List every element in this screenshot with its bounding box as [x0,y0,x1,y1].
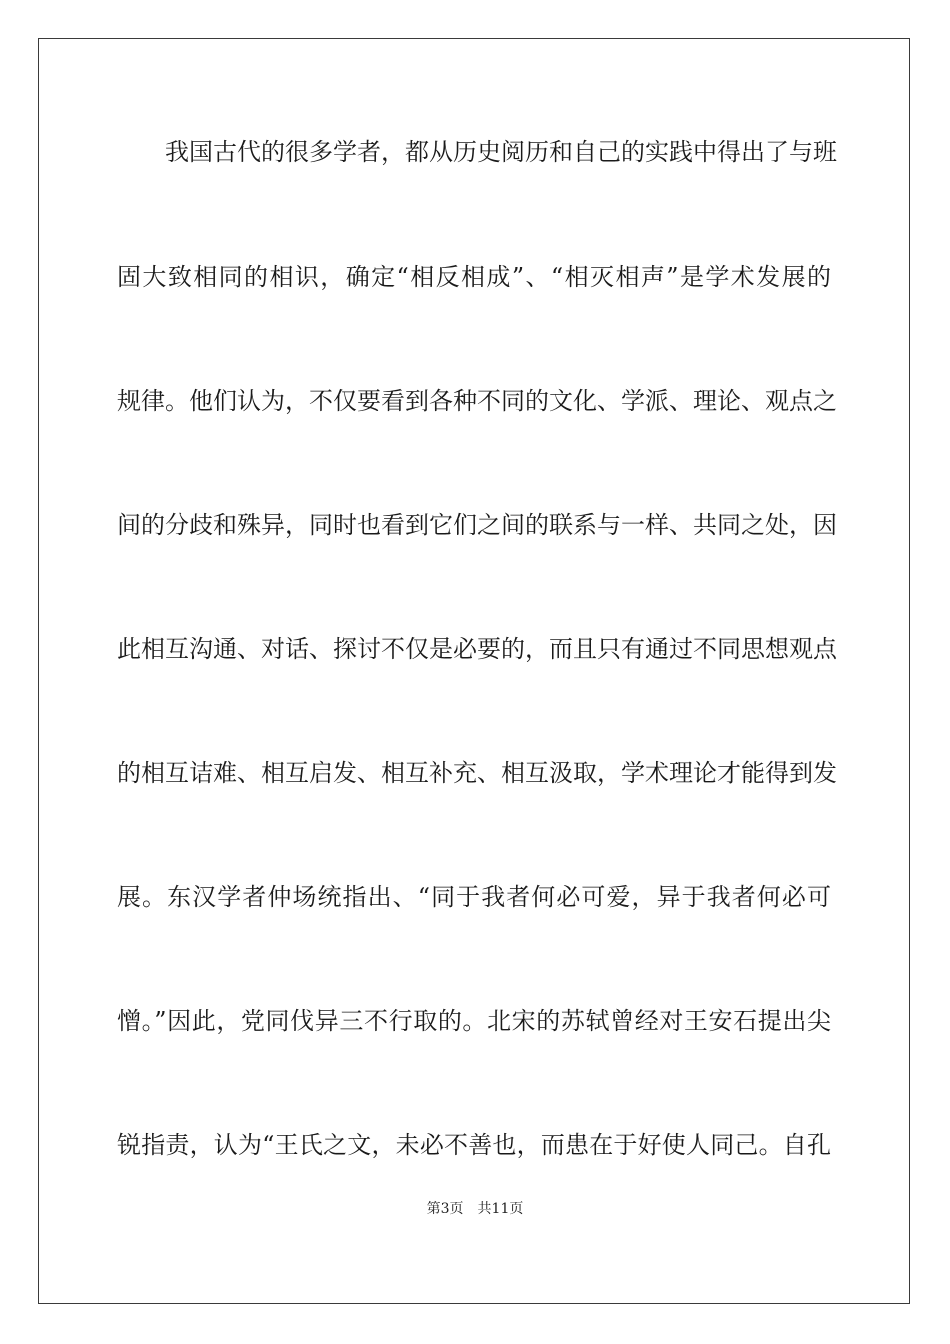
text-line-3: 规律。他们认为，不仅要看到各种不同的文化、学派、理论、观点之 [117,387,837,415]
page-frame [38,38,910,1304]
page-number: 第3页 [426,1201,464,1217]
text-line-6: 的相互诘难、相互启发、相互补充、相互汲取，学术理论才能得到发 [117,759,837,787]
total-pages: 共11页 [477,1201,524,1217]
text-line-2: 固大致相同的相识，确定“相反相成”、“相灭相声”是学术发展的 [117,263,831,291]
text-line-4: 间的分歧和殊异，同时也看到它们之间的联系与一样、共同之处，因 [117,511,837,539]
text-line-7: 展。东汉学者仲场统指出、“同于我者何必可爱，异于我者何必可 [117,883,831,911]
text-line-9: 锐指责，认为“王氏之文，未必不善也，而患在于好使人同己。自孔 [117,1131,831,1159]
text-line-1: 我国古代的很多学者，都从历史阅历和自己的实践中得出了与班 [165,138,837,166]
text-line-5: 此相互沟通、对话、探讨不仅是必要的，而且只有通过不同思想观点 [117,635,837,663]
page-footer [39,1199,911,1219]
text-line-8: 憎。”因此，党同伐异三不行取的。北宋的苏轼曾经对王安石提出尖 [117,1007,831,1035]
